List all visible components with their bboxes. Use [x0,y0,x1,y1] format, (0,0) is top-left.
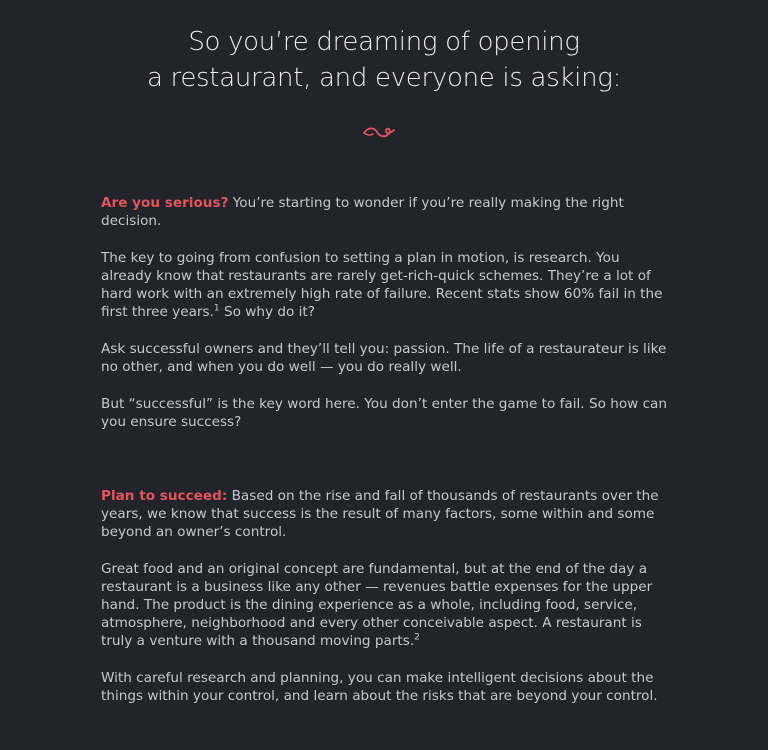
paragraph-text: Great food and an original concept are fundamental, but at the end of the day a restaurant is a business like any other — revenues battle expenses for the upper hand. The product is the dining experience as a whole, including food, service, atmosphere, neighborhood and every other conceivable aspect. A restaurant is truly a venture with a thousand moving parts. [101,561,653,649]
paragraph-text: The key to going from confusion to setting a plan in motion, is research. You already know that restaurants are rarely get-rich-quick schemes. They’re a lot of hard work with an extremely high rate of failure. Recent stats show 60% fail in the first three years. [101,250,663,320]
paragraph-successful [101,395,667,431]
paragraph-research [101,249,667,321]
paragraph-careful-research [101,669,667,705]
paragraph-great-food [101,560,667,650]
paragraph-text: Based on the rise and fall of thousands of restaurants over the years, we know that success is the result of many factors, some within and some beyond an owner’s control. [101,488,659,540]
footnote-marker-2[interactable]: 2 [414,632,420,643]
paragraph-text: You’re starting to wonder if you’re really making the right decision. [101,195,624,229]
page-title [0,24,768,96]
footnote-marker-1[interactable]: 1 [213,303,220,314]
paragraph-are-you-serious [101,194,667,230]
lead-text-plan-to-succeed: Plan to succeed: [101,488,228,504]
paragraph-passion [101,340,667,376]
article-body [101,194,667,724]
page-title-line-1: So you’re dreaming of opening [188,27,580,57]
paragraph-plan-to-succeed [101,487,667,541]
paragraph-text: But “successful” is the key word here. You don’t enter the game to fail. So how can you ensure success? [101,396,668,430]
flourish-icon [362,124,396,142]
paragraph-text-tail: So why do it? [219,304,315,320]
paragraph-text: Ask successful owners and they’ll tell you: passion. The life of a restaurateur is like no other, and when you do well — you do really well. [101,341,667,375]
lead-text-are-you-serious: Are you serious? [101,195,229,211]
page-title-line-2: a restaurant, and everyone is asking: [146,63,622,93]
paragraph-text: With careful research and planning, you can make intelligent decisions about the things within your control, and learn about the risks that are beyond your control. [101,670,658,704]
